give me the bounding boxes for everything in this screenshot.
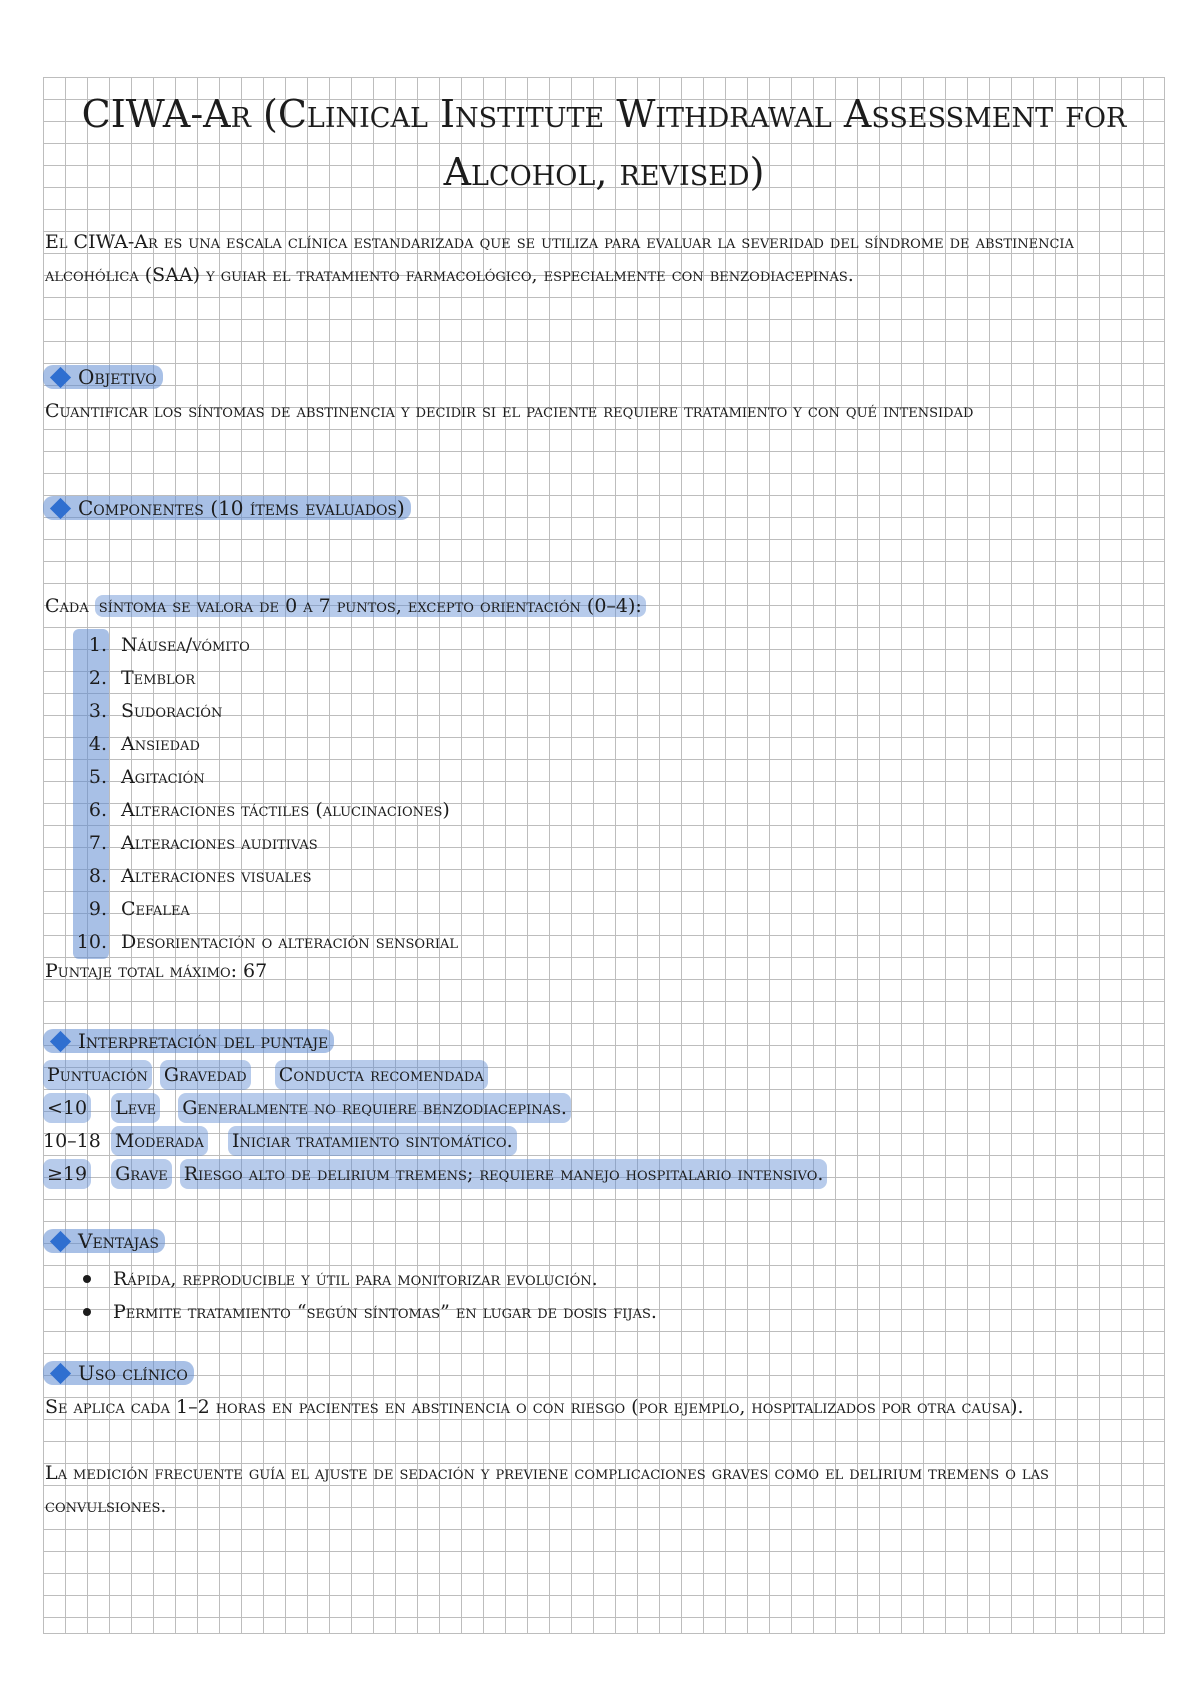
section-heading-objetivo: [43, 363, 163, 391]
heading-text: Ventajas: [78, 1229, 159, 1253]
section-heading-componentes: [43, 494, 411, 522]
table-cell: Leve: [111, 1093, 160, 1123]
list-item: 1. Náusea/vómito: [73, 629, 458, 662]
heading-text: Componentes (10 ítems evaluados): [78, 496, 405, 520]
diamond-icon: [50, 367, 71, 388]
table-header-cell: Gravedad: [160, 1060, 251, 1090]
intro-paragraph: El CIWA-Ar es una escala clínica estandarizada que se utiliza para evaluar la severidad del síndrome de abstinencia alcohólica (SAA) y guiar el tratamiento farmacológico, especialmente con benzodiacepinas.: [45, 231, 1074, 286]
grid-paper-page: [43, 77, 1165, 1634]
ventajas-list: [83, 1263, 657, 1329]
page-title: CIWA-Ar (Clinical Institute Withdrawal Assessment for Alcohol, revised): [81, 92, 1127, 194]
list-item: 3. Sudoración: [73, 695, 458, 728]
objetivo-text: Cuantificar los síntomas de abstinencia y decidir si el paciente requiere tratamiento y con qué intensidad: [45, 400, 974, 422]
diamond-icon: [50, 1031, 71, 1052]
heading-text: Interpretación del puntaje: [78, 1029, 329, 1053]
heading-highlight: [43, 365, 163, 389]
heading-highlight: [43, 1361, 194, 1385]
list-item: 6. Alteraciones táctiles (alucinaciones): [73, 794, 458, 827]
heading-highlight: [43, 1029, 334, 1053]
heading-text: Uso clínico: [78, 1361, 188, 1385]
list-item: 10. Desorientación o alteración sensorial: [73, 926, 458, 959]
table-row: [43, 1126, 517, 1156]
table-cell: Moderada: [111, 1126, 208, 1156]
intro-lead: Cada: [45, 595, 89, 617]
table-cell: Generalmente no requiere benzodiacepinas.: [178, 1093, 571, 1123]
table-cell: Iniciar tratamiento sintomático.: [228, 1126, 517, 1156]
section-heading-ventajas: [43, 1227, 165, 1255]
components-list: [73, 629, 458, 959]
table-row: [43, 1159, 827, 1189]
list-item: 4. Ansiedad: [73, 728, 458, 761]
table-row: [43, 1093, 571, 1123]
list-item: 7. Alteraciones auditivas: [73, 827, 458, 860]
diamond-icon: [50, 1363, 71, 1384]
list-item: 5. Agitación: [73, 761, 458, 794]
diamond-icon: [50, 1231, 71, 1252]
table-header-cell: Puntuación: [43, 1060, 152, 1090]
table-cell: <10: [43, 1093, 91, 1123]
bullet-icon: [83, 1275, 91, 1283]
uso-paragraph-2: La medición frecuente guía el ajuste de sedación y previene complicaciones graves como el delirium tremens o las convulsiones.: [45, 1462, 1049, 1517]
list-item: 9. Cefalea: [73, 893, 458, 926]
uso-paragraph-1: Se aplica cada 1–2 horas en pacientes en abstinencia o con riesgo (por ejemplo, hospitalizados por otra causa).: [45, 1396, 1024, 1418]
table-cell: ≥19: [43, 1159, 91, 1189]
heading-highlight: [43, 496, 411, 520]
list-item: 8. Alteraciones visuales: [73, 860, 458, 893]
table-cell: 10–18: [43, 1130, 101, 1152]
table-cell: Riesgo alto de delirium tremens; requiere manejo hospitalario intensivo.: [180, 1159, 828, 1189]
total-score: Puntaje total máximo: 67: [45, 960, 268, 982]
heading-text: Objetivo: [78, 365, 157, 389]
list-item: Rápida, reproducible y útil para monitorizar evolución.: [83, 1263, 657, 1296]
section-heading-uso: [43, 1359, 194, 1387]
list-item: 2. Temblor: [73, 662, 458, 695]
heading-highlight: [43, 1229, 165, 1253]
table-header-row: [43, 1060, 488, 1090]
diamond-icon: [50, 498, 71, 519]
table-header-cell: Conducta recomendada: [275, 1060, 488, 1090]
intro-rest-highlight: síntoma se valora de 0 a 7 puntos, excepto orientación (0–4):: [95, 595, 646, 617]
list-item: Permite tratamiento “según síntomas” en lugar de dosis fijas.: [83, 1296, 657, 1329]
bullet-icon: [83, 1308, 91, 1316]
componentes-intro: [45, 590, 1155, 623]
section-heading-interpretacion: [43, 1027, 334, 1055]
table-cell: Grave: [111, 1159, 172, 1189]
